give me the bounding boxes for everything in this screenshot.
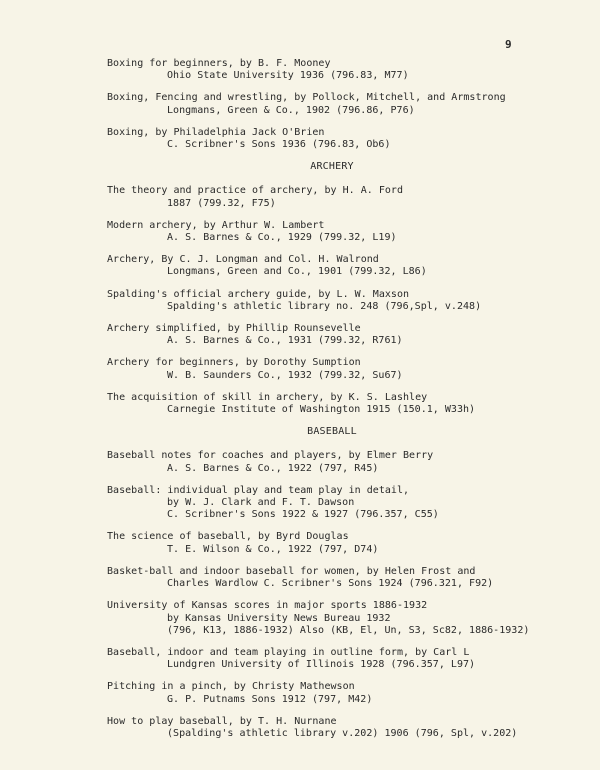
entry-detail-line: C. Scribner's Sons 1922 & 1927 (796.357, C55) xyxy=(167,509,439,521)
entry-title-line: Baseball notes for coaches and players, by Elmer Berry xyxy=(107,450,434,462)
entry-detail-line: by W. J. Clark and F. T. Dawson xyxy=(167,497,355,509)
section-heading: BASEBALL xyxy=(307,426,357,438)
entry-detail-line: A. S. Barnes & Co., 1931 (799.32, R761) xyxy=(167,335,403,347)
entry-detail-line: A. S. Barnes & Co., 1922 (797, R45) xyxy=(167,462,379,474)
entry-title-line: Basket-ball and indoor baseball for women, by Helen Frost and xyxy=(107,565,476,577)
bibliography-entry xyxy=(107,220,577,244)
entry-detail-line: W. B. Saunders Co., 1932 (799.32, Su67) xyxy=(167,369,403,381)
bibliography-entry xyxy=(107,485,577,522)
bibliography-entry xyxy=(107,254,577,278)
entry-detail-line: C. Scribner's Sons 1936 (796.83, Ob6) xyxy=(167,139,391,151)
bibliography-entry xyxy=(107,681,577,705)
entry-title-line: Archery simplified, by Phillip Rounsevelle xyxy=(107,323,361,335)
entry-detail-line: Ohio State University 1936 (796.83, M77) xyxy=(167,70,409,82)
entry-detail-line: Lundgren University of Illinois 1928 (796.357, L97) xyxy=(167,659,476,671)
bibliography-entry xyxy=(107,92,577,116)
entry-detail-line: Carnegie Institute of Washington 1915 (150.1, W33h) xyxy=(167,404,476,416)
entry-title-line: The acquisition of skill in archery, by K. S. Lashley xyxy=(107,391,428,403)
entry-detail-line: Charles Wardlow C. Scribner's Sons 1924 (796.321, F92) xyxy=(167,578,494,590)
bibliography-entry xyxy=(107,450,577,474)
entry-title-line: Spalding's official archery guide, by L. W. Maxson xyxy=(107,288,410,300)
entry-detail-line: Longmans, Green & Co., 1902 (796.86, P76) xyxy=(167,104,415,116)
bibliography-entry xyxy=(107,58,577,82)
bibliography-entry xyxy=(107,531,577,555)
page-number: 9 xyxy=(505,38,512,51)
entry-title-line: Baseball, indoor and team playing in outline form, by Carl L xyxy=(107,646,470,658)
entry-detail-line: (796, K13, 1886-1932) Also (KB, El, Un, S3, Sc82, 1886-1932) xyxy=(167,624,530,636)
entry-detail-line: A. S. Barnes & Co., 1929 (799.32, L19) xyxy=(167,232,397,244)
entry-title-line: Boxing, by Philadelphia Jack O'Brien xyxy=(107,126,325,138)
entry-detail-line: Spalding's athletic library no. 248 (796,Spl, v.248) xyxy=(167,300,482,312)
entry-title-line: Archery, By C. J. Longman and Col. H. Walrond xyxy=(107,254,379,266)
bibliography-entry xyxy=(107,647,577,671)
bibliography-entry xyxy=(107,357,577,381)
entry-detail-line: 1887 (799.32, F75) xyxy=(167,197,276,209)
bibliography-entry xyxy=(107,600,577,637)
entry-title-line: Modern archery, by Arthur W. Lambert xyxy=(107,219,325,231)
bibliography-entry xyxy=(107,323,577,347)
entry-detail-line: by Kansas University News Bureau 1932 xyxy=(167,612,391,624)
entry-detail-line: Longmans, Green and Co., 1901 (799.32, L86) xyxy=(167,266,427,278)
entry-title-line: Boxing for beginners, by B. F. Mooney xyxy=(107,58,331,69)
bibliography-entry xyxy=(107,185,577,209)
bibliography-list xyxy=(107,58,577,750)
bibliography-entry xyxy=(107,392,577,416)
entry-title-line: The science of baseball, by Byrd Douglas xyxy=(107,531,349,543)
section-heading: ARCHERY xyxy=(310,161,354,173)
bibliography-entry xyxy=(107,716,577,740)
bibliography-entry xyxy=(107,566,577,590)
entry-title-line: How to play baseball, by T. H. Nurnane xyxy=(107,715,337,727)
entry-title-line: Baseball: individual play and team play in detail, xyxy=(107,484,410,496)
entry-title-line: Archery for beginners, by Dorothy Sumption xyxy=(107,357,361,369)
entry-detail-line: (Spalding's athletic library v.202) 1906 (796, Spl, v.202) xyxy=(167,727,518,739)
bibliography-entry xyxy=(107,289,577,313)
entry-title-line: Pitching in a pinch, by Christy Mathewson xyxy=(107,681,355,693)
entry-title-line: Boxing, Fencing and wrestling, by Pollock, Mitchell, and Armstrong xyxy=(107,92,506,104)
entry-title-line: The theory and practice of archery, by H. A. Ford xyxy=(107,185,403,197)
bibliography-entry xyxy=(107,127,577,151)
entry-detail-line: T. E. Wilson & Co., 1922 (797, D74) xyxy=(167,543,379,555)
entry-title-line: University of Kansas scores in major sports 1886-1932 xyxy=(107,600,428,612)
entry-detail-line: G. P. Putnams Sons 1912 (797, M42) xyxy=(167,693,373,705)
